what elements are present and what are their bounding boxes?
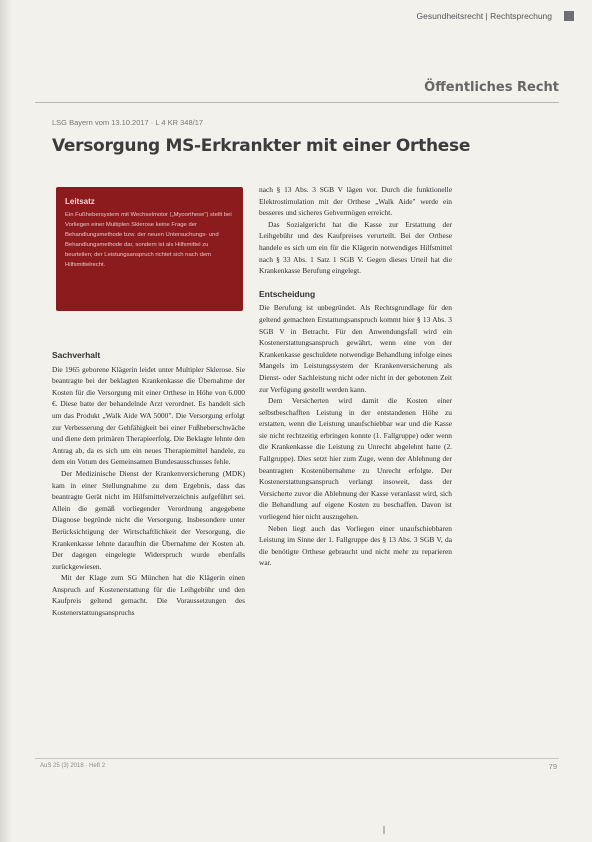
sachverhalt-paragraph: Die 1965 geborene Klägerin leidet unter Multipler Sklerose. Sie beantragte bei der beklagten Krankenkasse die Übernahme der Kosten für die Versorgung mit einer Orthese in Höhe von 6.000 €. Diese hatte der behandelnde Arzt verordnet. Es handelt sich um das Produkt „Walk Aide WA 5000". Die Versorgung erfolgt zur Verbesserung der Gehfähigkeit bei einer Fußheberschwäche und diene dem primären Therapieerfolg. Die Beklagte lehnte den Antrag ab, da es sich um ein neues Therapiemittel handele, zu dem ein Votum des Gemeinsamen Bundesausschusses fehle. bbox=[52, 364, 245, 467]
entscheidung-paragraph: Die Berufung ist unbegründet. Als Rechtsgrundlage für den geltend gemachten Erstattungsanspruch kommt hier § 13 Abs. 3 SGB V in Betracht. Für den Anwendungsfall wird ein Kostenerstattungsanspruch gewährt, wenn eine von der Krankenkasse geschuldete notwendige Behandlung infolge eines Mangels im Leistungssystem der Krankenversicherung als Dienst- oder Sachleistung nicht oder nicht in der gebotenen Zeit zur Verfügung gestellt werden kann. bbox=[259, 303, 452, 394]
sachverhalt-paragraph: Der Medizinische Dienst der Krankenversicherung (MDK) kam in einer Stellungnahme zu dem Ergebnis, dass das beantragte Gerät nicht im Hilfsmittelverzeichnis aufgeführt sei. Allein die gemäß vorliegender Verordnung angegebene Diagnose begründe nicht die Versorgung. Insbesondere unter Berücksichtigung der Wirtschaftlichkeit der Versorgung, die Krankenkasse lehnte daraufhin die Übernahme der Kosten ab. Der dagegen eingelegte Widerspruch wurde ebenfalls zurückgewiesen. bbox=[52, 468, 245, 571]
header-square-marker bbox=[564, 11, 574, 21]
intro-paragraph: Das Sozialgericht hat die Kasse zur Erstattung der Leihgebühr und des Kaufpreises verurteilt. Bei der Orthese handele es sich um ein für die Klägerin notwendiges Hilfsmittel nach § 33 Abs. 1 Satz 1 SGB V. Gegen dieses Urteil hat die Krankenkasse Berufung eingelegt. bbox=[259, 219, 452, 276]
footer-journal: AuS 25 (3) 2018 · Heft 2 bbox=[40, 763, 106, 769]
header-section-label: Gesundheitsrecht | Rechtsprechung bbox=[416, 11, 552, 21]
leitsatz-text: Ein Fußhebersystem mit Wechselmotor („Myoorthese") stellt bei Vorliegen einer Multiplen Sklerose keine Frage der Behandlungsmethode bzw. der neuen Untersuchungs- und Behandlungsmethode dar, sondern ist als Hilfsmittel zu beurteilen; der Leistungsanspruch richtet sich nach dem Hilfsmittelrecht. bbox=[65, 212, 232, 269]
sachverhalt-paragraph: Mit der Klage zum SG München hat die Klägerin einen Anspruch auf Kostenerstattung für die Leihgebühr und den Kaufpreis geltend gemacht. Die Voraussetzungen des Kostenerstattungsanspruchs bbox=[52, 573, 245, 618]
intro-paragraph: nach § 13 Abs. 3 SGB V lägen vor. Durch die funktionelle Elektrostimulation mit der Orthese „Walk Aide" werde ein besseres und sicheres Gehvermögen erreicht. bbox=[259, 185, 452, 218]
entscheidung-heading: Entscheidung bbox=[259, 288, 316, 299]
right-column bbox=[259, 184, 452, 569]
article-title: Versorgung MS-Erkrankter mit einer Orthese bbox=[52, 136, 471, 156]
left-column bbox=[52, 350, 245, 619]
leitsatz-heading: Leitsatz bbox=[65, 197, 95, 206]
page-number: 79 bbox=[548, 762, 557, 771]
leitsatz-box bbox=[56, 187, 243, 311]
scan-edge-shadow bbox=[0, 0, 12, 842]
sachverhalt-heading: Sachverhalt bbox=[52, 350, 101, 360]
scan-fold-mark bbox=[383, 826, 385, 834]
rubric-title: Öffentliches Recht bbox=[424, 80, 559, 95]
entscheidung-paragraph: Neben liegt auch das Vorliegen einer unaufschiebbaren Leistung im Sinne der 1. Fallgruppe des § 13 Abs. 3 SGB V, da die benötigte Orthese gebraucht und nicht mehr zu reparieren war. bbox=[259, 523, 452, 568]
case-citation: LSG Bayern vom 13.10.2017 · L 4 KR 348/17 bbox=[52, 118, 204, 127]
entscheidung-paragraph: Dem Versicherten wird damit die Kosten einer selbstbeschafften Leistung in der entstandenen Höhe zu erstatten, wenn die Leistung unaufschiebbar war und die Kasse sie nicht rechtzeitig erbringen konnte (1. Fallgruppe) oder wenn die Krankenkasse die Leistung zu Unrecht abgelehnt hatte (2. Fallgruppe). Dies setzt hier zum Zuge, wenn der Ablehnung der beantragten Kostenübernahme zu Unrecht erfolgte. Der Kostenerstattungsanspruch verlangt insoweit, dass der Versicherte zuvor die Ablehnung der Kasse veranlasst wird, sich die Behandlung auf eigene Kosten zu beschaffen. Davon ist vorliegend hier nicht auszugehen. bbox=[259, 396, 452, 522]
rubric-divider bbox=[35, 102, 559, 103]
footer-divider bbox=[35, 758, 559, 759]
